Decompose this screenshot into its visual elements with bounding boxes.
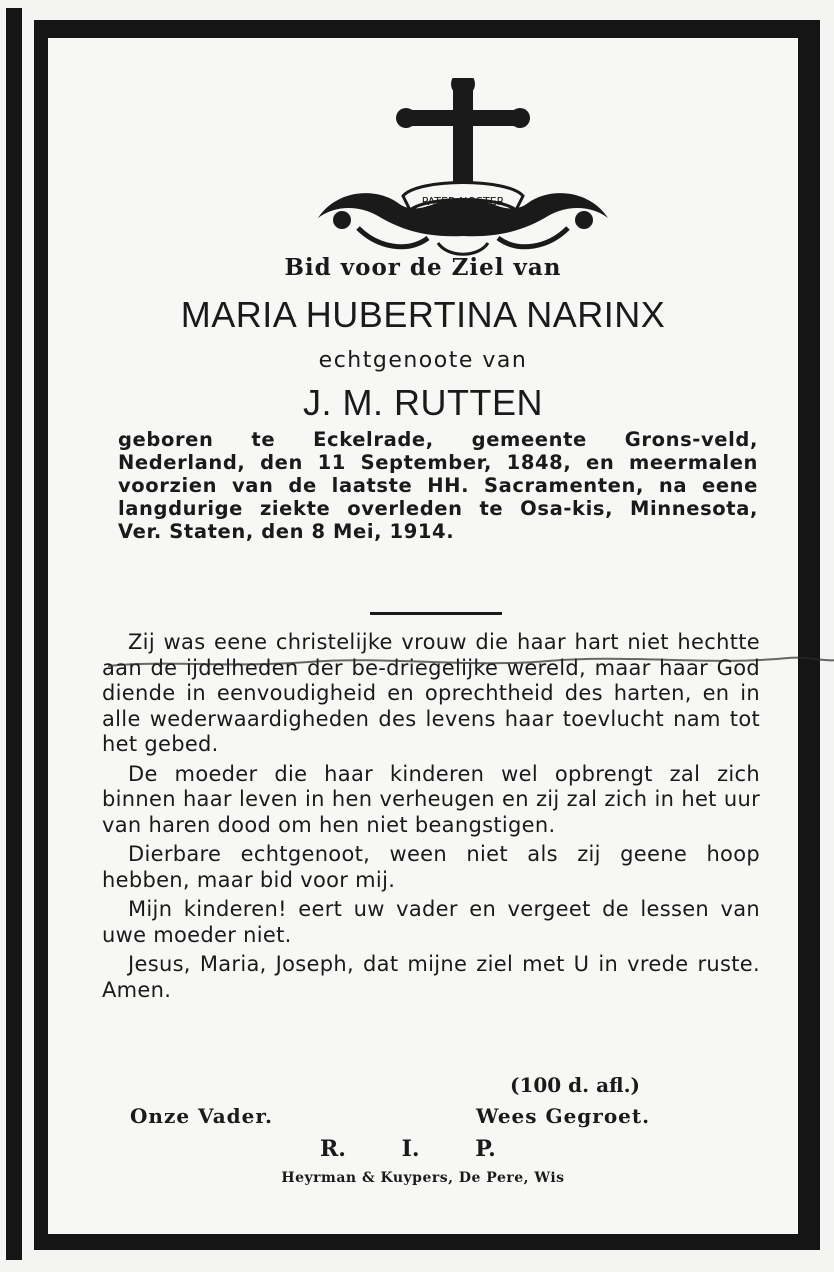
- paragraph-1: Zij was eene christelijke vrouw die haar hart niet hechtte aan de ijdelheden der be-driegelijke wereld, maar haar God diende in eenvoudigheid en oprechtheid des harten, en in alle wederwaardigheden des levens haar toevlucht nam tot het gebed.: [102, 630, 760, 756]
- divider-line: [370, 612, 502, 615]
- adjacent-card-edge: [0, 0, 28, 1272]
- spouse-name: J. M. RUTTEN: [303, 382, 543, 423]
- printer-credit: Heyrman & Kuypers, De Pere, Wis: [281, 1170, 565, 1186]
- indulgence-note: (100 d. afl.): [510, 1073, 641, 1097]
- paragraph-5: Jesus, Maria, Joseph, dat mijne ziel met U in vrede ruste. Amen.: [102, 952, 760, 1002]
- cross-emblem-icon: [298, 78, 628, 268]
- emblem-text: PATER NOSTER: [421, 195, 505, 208]
- memorial-card: [48, 38, 798, 1234]
- paragraph-2: De moeder die haar kinderen wel opbrengt zal zich binnen haar leven in hen verheugen en zij zal zich in het uur van haren dood om hen niet beangstigen.: [102, 761, 760, 837]
- body-text: [102, 630, 760, 1007]
- prayer-our-father: Onze Vader.: [130, 1104, 274, 1128]
- prayer-hail-mary: Wees Gegroet.: [476, 1104, 651, 1128]
- rip-text: R. I. P.: [320, 1136, 496, 1162]
- paper-tear: [108, 646, 834, 686]
- paragraph-4: Mijn kinderen! eert uw vader en vergeet de lessen van uwe moeder niet.: [102, 897, 760, 947]
- heading: Bid voor de Ziel van: [284, 254, 562, 281]
- spouse-intro: echtgenoote van: [318, 348, 528, 373]
- deceased-name: MARIA HUBERTINA NARINX: [180, 294, 666, 335]
- paragraph-3: Dierbare echtgenoot, ween niet als zij geene hoop hebben, maar bid voor mij.: [102, 842, 760, 892]
- biography: geboren te Eckelrade, gemeente Grons-veld, Nederland, den 11 September, 1848, en meermalen voorzien van de laatste HH. Sacramenten, na eene langdurige ziekte overleden te Osa-kis, Minnesota, Ver. Staten, den 8 Mei, 1914.: [118, 428, 758, 543]
